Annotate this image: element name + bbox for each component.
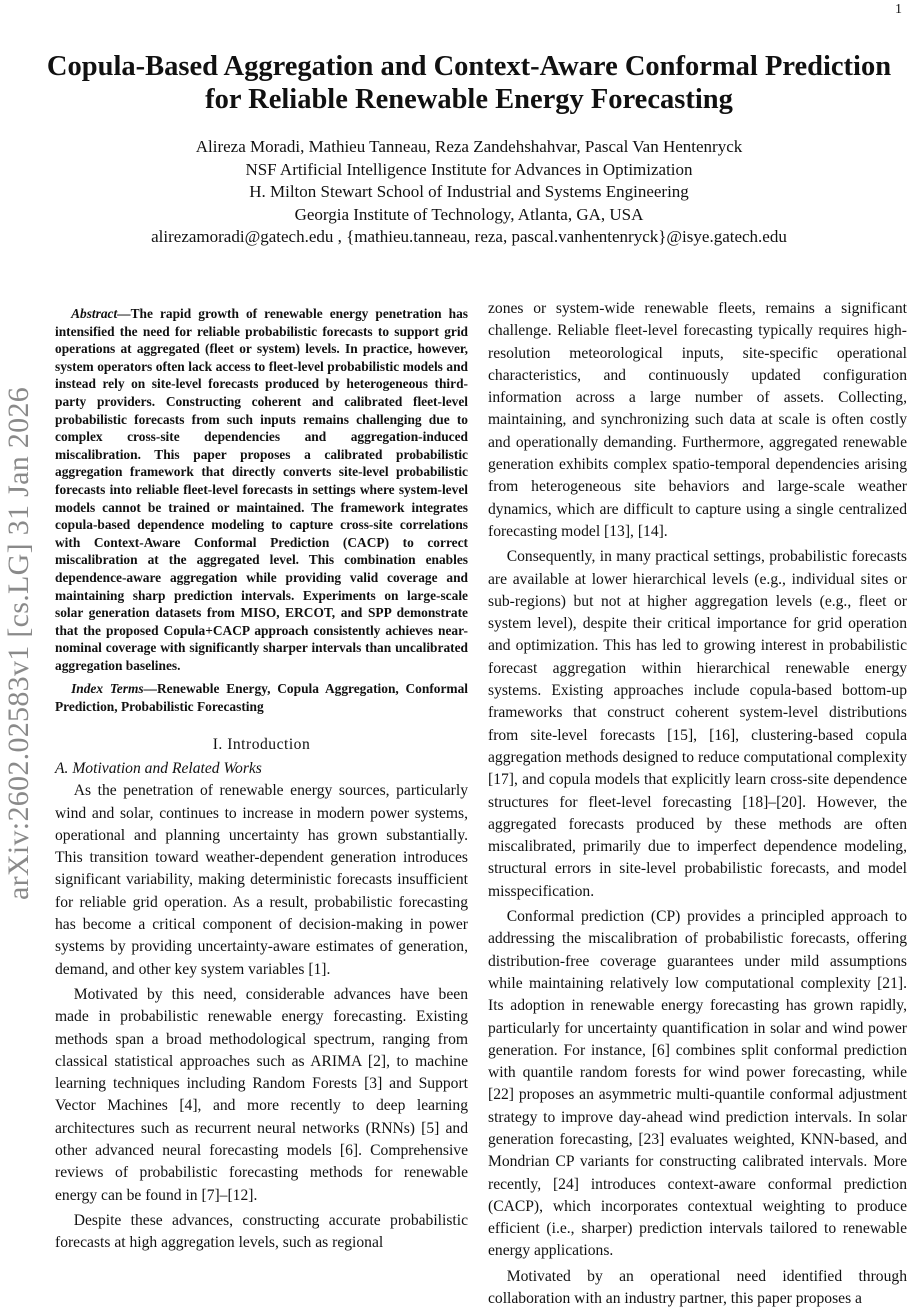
paragraph: Motivated by an operational need identified through collaboration with an industry partner, this paper proposes a — [488, 1267, 907, 1308]
index-terms-text: Renewable Energy, Copula Aggregation, Conformal Prediction, Probabilistic Forecasting — [55, 681, 468, 715]
paragraph: zones or system-wide renewable fleets, remains a significant challenge. Reliable fleet-level forecasting typically requires high-resolution meteorological inputs, site-specific operational characteristics, and continuously updated configuration information across a large number of assets. Collecting, maintaining, and synchronizing such data at scale is often costly and operationally demanding. Furthermore, aggregated renewable generation exhibits complex spatio-temporal dependencies arising from heterogeneous site behaviors and large-scale weather dynamics, which are difficult to capture using a single centralized forecasting model [13], [14]. — [488, 300, 907, 540]
paragraph: Motivated by this need, considerable advances have been made in probabilistic renewable energy forecasting. Existing methods span a broad methodological spectrum, ranging from classical statistical approaches such as ARIMA [2], to machine learning techniques including Random Forests [3] and Support Vector Machines [4], and more recently to deep learning architectures such as recurrent neural networks (RNNs) [5] and other advanced neural forecasting models [6]. Comprehensive reviews of probabilistic forecasting methods for renewable energy can be found in [7]–[12]. — [55, 985, 468, 1204]
title-line: for Reliable Renewable Energy Forecasting — [205, 84, 733, 115]
index-terms-label: Index Terms— — [71, 681, 157, 697]
paragraph: As the penetration of renewable energy sources, particularly wind and solar, continues to increase in modern power systems, operational and planning uncertainty has grown substantially. This transition toward weather-dependent generation introduces significant variability, making deterministic forecasts insufficient for reliable grid operation. As a result, probabilistic forecasting has become a critical component of decision-making in power systems by providing uncertainty-aware estimates of generation, demand, and other key system variables [1]. — [55, 782, 468, 978]
paragraph: Conformal prediction (CP) provides a principled approach to addressing the miscalibration of probabilistic forecasts, offering distribution-free coverage guarantees under mild assumptions while maintaining relatively low computational complexity [21]. Its adoption in renewable energy forecasting has grown rapidly, particularly for uncertainty quantification in solar and wind power generation. For instance, [6] combines split conformal prediction with quantile random forests for wind power forecasting, while [22] proposes an asymmetric multi-quantile conformal adjustment strategy to improve day-ahead wind prediction intervals. In solar generation forecasting, [23] evaluates weighted, KNN-based, and Mondrian CP variants for constructing calibrated intervals. More recently, [24] introduces context-aware conformal prediction (CACP), which incorporates contextual weighting to produce efficient (i.e., sharper) prediction intervals tailored to renewable energy applications. — [488, 908, 907, 1260]
index-terms — [55, 680, 468, 715]
abstract-text: The rapid growth of renewable energy penetration has intensified the need for reliable probabilistic forecasts to support grid operations at aggregated (fleet or system) levels. In practice, however, system operators often lack access to fleet-level probabilistic models and instead rely on site-level forecasts produced by heterogeneous third-party providers. Constructing coherent and calibrated fleet-level probabilistic forecasts from such inputs remains challenging due to complex cross-site dependencies and aggregation-induced miscalibration. This paper proposes a calibrated probabilistic aggregation framework that directly converts site-level probabilistic forecasts into reliable fleet-level forecasts in settings where system-level models cannot be trained or maintained. The framework integrates copula-based dependence modeling to capture cross-site correlations with Context-Aware Conformal Prediction (CACP) to correct miscalibration at the aggregated level. This combination enables dependence-aware aggregation while providing valid coverage and maintaining sharp prediction intervals. Experiments on large-scale solar generation datasets from MISO, ERCOT, and SPP demonstrate that the proposed Copula+CACP approach consistently achieves near-nominal coverage with significantly sharper intervals than uncalibrated aggregation baselines. — [55, 306, 468, 673]
affiliation: H. Milton Stewart School of Industrial and Systems Engineering — [249, 182, 689, 201]
title-line: Copula-Based Aggregation and Context-Aware Conformal Prediction — [46, 51, 892, 82]
right-column — [488, 298, 907, 1313]
subsection-heading: A. Motivation and Related Works — [55, 759, 262, 777]
left-column — [55, 305, 468, 1257]
page-number: 1 — [895, 2, 902, 17]
author-emails: alirezamoradi@gatech.edu , {mathieu.tanneau, reza, pascal.vanhentenryck}@isye.gatech.edu — [151, 227, 787, 246]
abstract — [55, 305, 468, 674]
affiliation: Georgia Institute of Technology, Atlanta, GA, USA — [294, 204, 644, 224]
paragraph: Consequently, in many practical settings, probabilistic forecasts are available at lower hierarchical levels (e.g., individual sites or sub-regions) but not at higher aggregation levels (e.g., fleet or system level), despite their critical importance for grid operation and optimization. This has led to growing interest in probabilistic forecast aggregation within hierarchical renewable energy systems. Existing approaches include copula-based bottom-up frameworks that construct coherent system-level distributions from site-level forecasts [15], [16], clustering-based copula aggregation methods designed to reduce computational complexity [17], and copula models that explicitly learn cross-site dependence structures for fleet-level forecasting [18]–[20]. However, the aggregated forecasts produced by these methods are often miscalibrated, primarily due to imperfect dependence modeling, structural errors in site-level probabilistic forecasts, and model misspecification. — [488, 548, 907, 900]
author-block — [30, 136, 908, 249]
section-heading: I. Introduction — [212, 735, 311, 753]
abstract-label: Abstract— — [71, 306, 131, 321]
paper-title — [30, 50, 908, 116]
author-names: Alireza Moradi, Mathieu Tanneau, Reza Zandehshahvar, Pascal Van Hentenryck — [195, 137, 743, 156]
arxiv-watermark: arXiv:2602.02583v1 [cs.LG] 31 Jan 2026 — [2, 387, 35, 900]
paragraph: Despite these advances, constructing accurate probabilistic forecasts at high aggregation levels, such as regional — [55, 1211, 468, 1252]
affiliation: NSF Artificial Intelligence Institute for Advances in Optimization — [245, 159, 693, 179]
